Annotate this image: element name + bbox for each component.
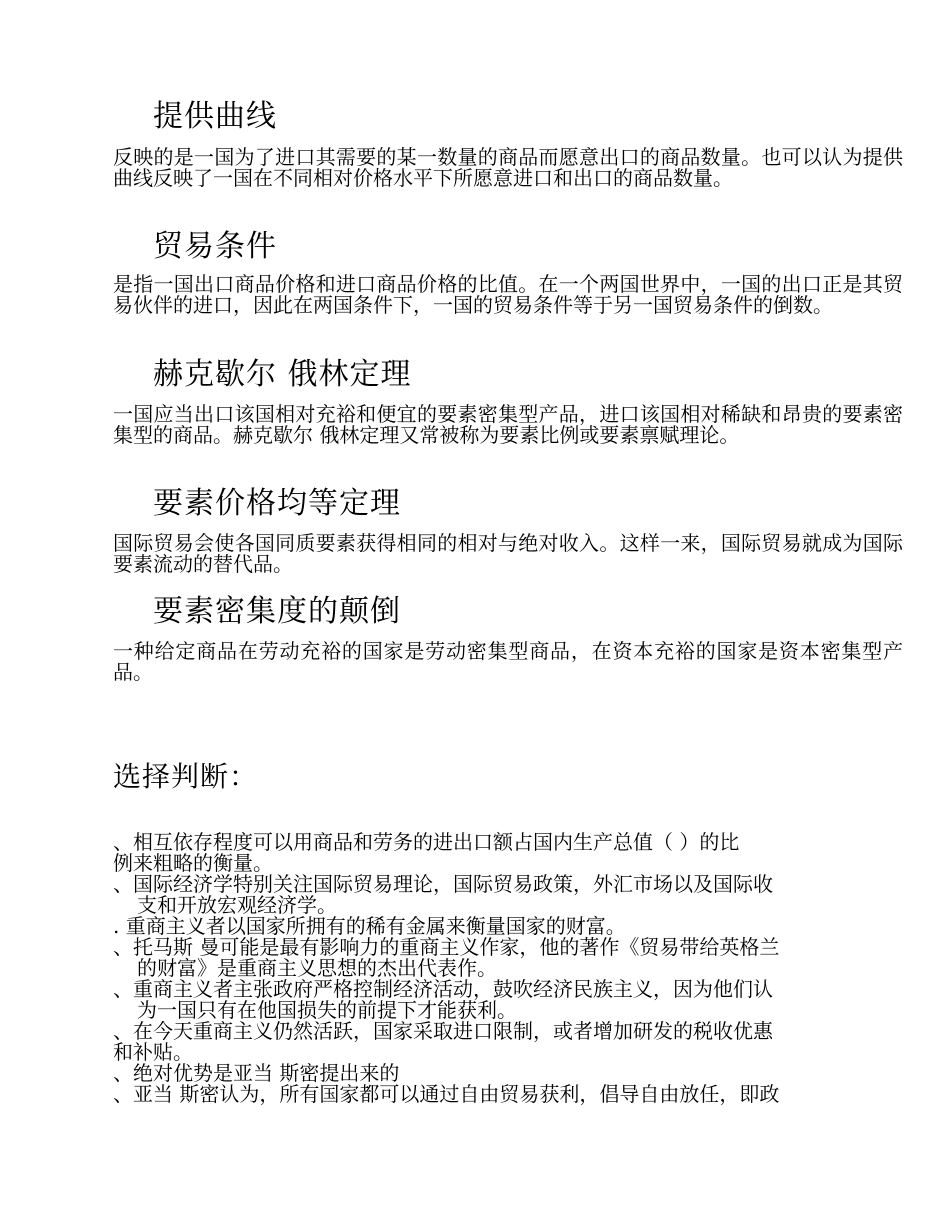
judgment-item-text: 、亚当 斯密认为，所有国家都可以通过自由贸易获利，倡导自由放任，即政 <box>113 1082 780 1106</box>
judgment-item-text-continued: 支和开放宏观经济学。 <box>137 893 337 917</box>
term-definition-heckscher-ohlin: 一国应当出口该国相对充裕和便宜的要素密集型产品，进口该国相对稀缺和昂贵的要素密集型的商品。赫克歇尔 俄林定理又常被称为要素比例或要素禀赋理论。 <box>113 402 903 447</box>
judgment-item-2 <box>113 874 913 916</box>
judgment-item-text-continued: 和补贴。 <box>113 1040 193 1064</box>
judgment-item-text: 、在今天重商主义仍然活跃，国家采取进口限制，或者增加研发的税收优惠 <box>113 1019 773 1043</box>
term-title-offer-curve: 提供曲线 <box>153 99 277 134</box>
term-title-heckscher-ohlin: 赫克歇尔 俄林定理 <box>153 357 412 392</box>
judgment-item-text: . 重商主义者以国家所拥有的稀有金属来衡量国家的财富。 <box>113 914 626 938</box>
judgment-item-text: 、绝对优势是亚当 斯密提出来的 <box>113 1061 400 1085</box>
term-definition-terms-of-trade: 是指一国出口商品价格和进口商品价格的比值。在一个两国世界中，一国的出口正是其贸易伙伴的进口，因此在两国条件下，一国的贸易条件等于另一国贸易条件的倒数。 <box>113 272 903 317</box>
judgment-item-text-continued: 的财富》是重商主义思想的杰出代表作。 <box>137 956 497 980</box>
judgment-item-7 <box>113 1063 913 1084</box>
judgment-item-5 <box>113 979 913 1021</box>
judgment-item-text-continued: 为一国只有在他国损失的前提下才能获利。 <box>137 998 517 1022</box>
term-title-terms-of-trade: 贸易条件 <box>153 229 277 264</box>
term-title-factor-price-equalization: 要素价格均等定理 <box>153 486 401 521</box>
judgment-item-4 <box>113 937 913 979</box>
term-definition-offer-curve: 反映的是一国为了进口其需要的某一数量的商品而愿意出口的商品数量。也可以认为提供曲线反映了一国在不同相对价格水平下所愿意进口和出口的商品数量。 <box>113 145 903 190</box>
judgment-item-3 <box>113 916 913 937</box>
term-definition-factor-price-equalization: 国际贸易会使各国同质要素获得相同的相对与绝对收入。这样一来，国际贸易就成为国际要素流动的替代品。 <box>113 531 903 576</box>
judgment-item-text: 、托马斯 曼可能是最有影响力的重商主义作家，他的著作《贸易带给英格兰 <box>113 935 780 959</box>
section-title-true-false: 选择判断： <box>113 760 259 793</box>
judgment-item-text: 、重商主义者主张政府严格控制经济活动，鼓吹经济民族主义，因为他们认 <box>113 977 773 1001</box>
judgment-item-6 <box>113 1021 913 1063</box>
term-definition-factor-intensity-reversal: 一种给定商品在劳动充裕的国家是劳动密集型商品，在资本充裕的国家是资本密集型产品。 <box>113 639 903 684</box>
judgment-item-1 <box>113 832 913 874</box>
judgment-item-text: 、国际经济学特别关注国际贸易理论，国际贸易政策，外汇市场以及国际收 <box>113 872 773 896</box>
judgment-item-8 <box>113 1084 913 1105</box>
judgment-item-text: 、相互依存程度可以用商品和劳务的进出口额占国内生产总值（ ）的比 <box>113 830 740 854</box>
judgment-item-text-continued: 例来粗略的衡量。 <box>113 851 273 875</box>
term-title-factor-intensity-reversal: 要素密集度的颠倒 <box>153 594 401 629</box>
